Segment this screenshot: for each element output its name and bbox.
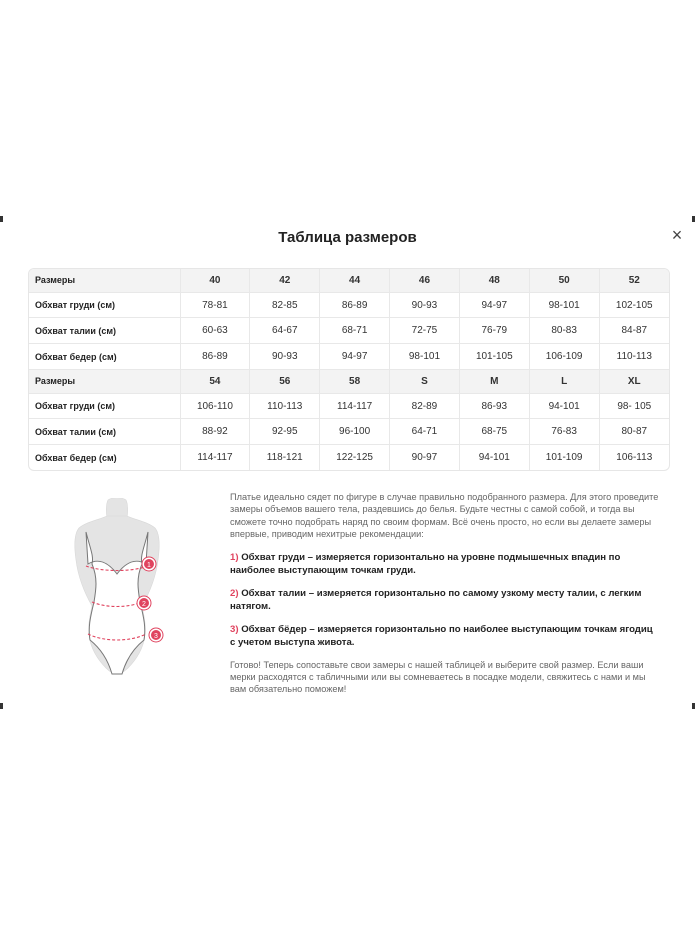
size-header-cell: 42 [250, 269, 320, 292]
marker-1-label: 1 [147, 562, 151, 569]
table-cell: 98-101 [529, 292, 599, 318]
marker-2-label: 2 [142, 601, 146, 608]
table-cell: 68-75 [459, 419, 529, 445]
measure-text: Обхват талии – измеряется горизонтально по самому узкому месту талии, с легким натягом. [230, 587, 642, 612]
measure-num: 3) [230, 623, 239, 635]
size-header-cell: XL [599, 369, 669, 393]
modal-edge-mark [0, 703, 3, 709]
table-cell: 101-109 [529, 445, 599, 470]
size-header-cell: S [390, 369, 460, 393]
table-cell: 78-81 [180, 292, 250, 318]
table-cell: 106-109 [529, 344, 599, 370]
size-header-row [29, 269, 669, 292]
marker-3-label: 3 [154, 633, 158, 640]
body-figure-illustration [62, 498, 172, 688]
table-cell: 68-71 [320, 318, 390, 344]
size-header-cell: 40 [180, 269, 250, 292]
table-cell: 86-89 [320, 292, 390, 318]
size-header-cell: 56 [250, 369, 320, 393]
size-header-cell: 54 [180, 369, 250, 393]
table-cell: 90-93 [250, 344, 320, 370]
table-row [29, 318, 669, 344]
table-cell: 101-105 [459, 344, 529, 370]
row-label: Обхват груди (см) [29, 292, 180, 318]
measure-num: 2) [230, 587, 239, 599]
table-row [29, 445, 669, 470]
table-cell: 80-87 [599, 419, 669, 445]
table-cell: 94-97 [320, 344, 390, 370]
measure-text: Обхват груди – измеряется горизонтально на уровне подмышечных впадин по наиболее выступающим точкам груди. [230, 551, 621, 576]
row-label: Обхват груди (см) [29, 393, 180, 419]
size-header-label: Размеры [29, 269, 180, 292]
size-header-cell: 48 [459, 269, 529, 292]
size-header-cell: 58 [320, 369, 390, 393]
measure-item-waist [230, 587, 660, 613]
table-cell: 82-89 [390, 393, 460, 419]
row-label: Обхват бедер (см) [29, 344, 180, 370]
size-header-cell: 44 [320, 269, 390, 292]
table-row [29, 393, 669, 419]
table-cell: 114-117 [180, 445, 250, 470]
instructions-intro: Платье идеально сядет по фигуре в случае правильно подобранного размера. Для этого проведите замеры объемов вашего тела, раздевшись до белья. Будьте честны с самой собой, и тогда вы сможете точно подобрать наряд по своим формам. Всё очень просто, но если вы делаете замеры впервые, приводим нехитрые рекомендации: [230, 492, 659, 540]
instructions [230, 491, 660, 706]
measure-num: 1) [230, 551, 239, 563]
table-cell: 102-105 [599, 292, 669, 318]
table-cell: 94-101 [459, 445, 529, 470]
row-label: Обхват бедер (см) [29, 445, 180, 470]
table-row [29, 419, 669, 445]
table-cell: 76-83 [529, 419, 599, 445]
table-cell: 92-95 [250, 419, 320, 445]
instructions-outro: Готово! Теперь сопоставьте свои замеры с нашей таблицей и выберите свой размер. Если ваши мерки расходятся с табличными или вы сомневаетесь в посадке модели, свяжитесь с нами и мы вам обязательно поможем! [230, 659, 646, 695]
table-cell: 60-63 [180, 318, 250, 344]
table-cell: 72-75 [390, 318, 460, 344]
close-icon[interactable]: × [671, 225, 683, 245]
size-header-label: Размеры [29, 369, 180, 393]
table-cell: 118-121 [250, 445, 320, 470]
size-header-cell: M [459, 369, 529, 393]
row-label: Обхват талии (см) [29, 419, 180, 445]
table-cell: 96-100 [320, 419, 390, 445]
marker-2 [137, 596, 151, 610]
table-cell: 94-97 [459, 292, 529, 318]
table-row [29, 344, 669, 370]
table-cell: 106-113 [616, 452, 653, 464]
size-table [28, 268, 670, 471]
size-header-cell: L [529, 369, 599, 393]
table-cell: 88-92 [180, 419, 250, 445]
table-cell: 80-83 [529, 318, 599, 344]
table-cell: 110-113 [250, 393, 320, 419]
size-header-row [29, 369, 669, 393]
measure-item-hips [230, 623, 660, 649]
table-cell: 84-87 [599, 318, 669, 344]
table-cell: 98-101 [390, 344, 460, 370]
row-label: Обхват талии (см) [29, 318, 180, 344]
modal-title: Таблица размеров [278, 229, 417, 246]
table-cell: 90-97 [390, 445, 460, 470]
table-cell: 64-71 [390, 419, 460, 445]
measure-text: Обхват бёдер – измеряется горизонтально по наиболее выступающим точкам ягодиц с учетом выступа живота. [230, 623, 653, 648]
table-cell: 86-89 [180, 344, 250, 370]
table-cell: 82-85 [250, 292, 320, 318]
table-cell: 98- 105 [599, 393, 669, 419]
table-cell: 86-93 [459, 393, 529, 419]
measure-item-chest [230, 551, 660, 577]
table-row [29, 292, 669, 318]
table-cell: 106-110 [180, 393, 250, 419]
size-header-cell: 50 [529, 269, 599, 292]
table-cell: 94-101 [529, 393, 599, 419]
table-cell: 114-117 [320, 393, 390, 419]
table-cell: 90-93 [390, 292, 460, 318]
modal-edge-mark [0, 216, 3, 222]
marker-1 [142, 557, 156, 571]
size-header-cell: 52 [599, 269, 669, 292]
table-cell: 76-79 [459, 318, 529, 344]
marker-3 [149, 628, 163, 642]
table-cell: 64-67 [250, 318, 320, 344]
table-cell: 122-125 [320, 445, 390, 470]
size-header-cell: 46 [390, 269, 460, 292]
table-cell: 110-113 [599, 344, 669, 370]
